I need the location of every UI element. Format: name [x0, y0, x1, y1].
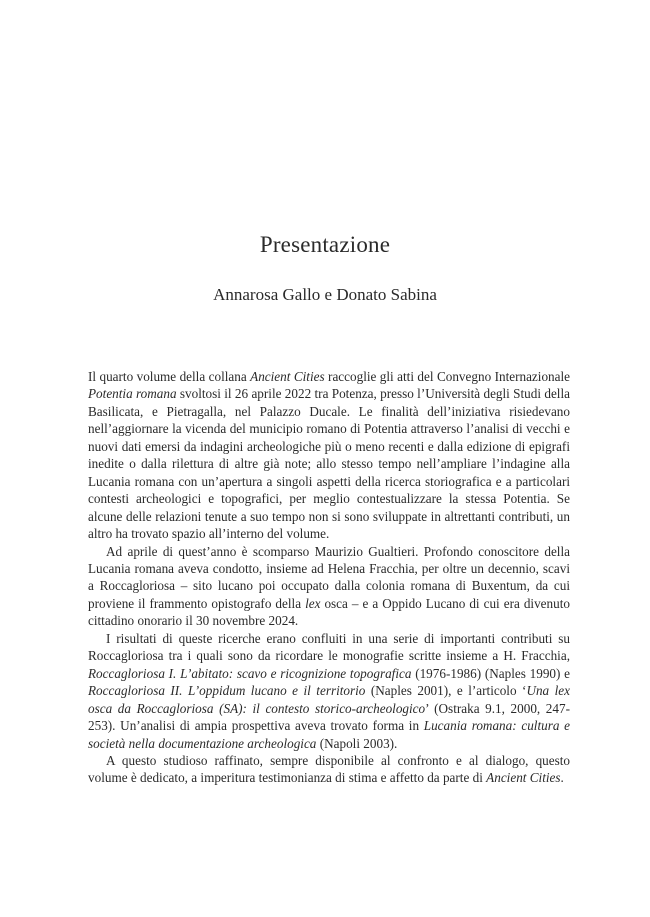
- paragraph: [88, 630, 570, 752]
- page-title: Presentazione: [259, 232, 391, 257]
- body-text: [88, 368, 570, 787]
- authors-line: Annarosa Gallo e Donato Sabina: [213, 285, 437, 304]
- italic-text-run: Ancient Cities: [250, 369, 325, 384]
- text-run: I risultati di queste ricerche erano confluiti in una serie di importanti contributi su Roccagloriosa tra i quali sono da ricordare le monografie scritte insieme a H. Fracchia,: [88, 630, 570, 664]
- text-run: (Naples 2001), e l’articolo ‘: [365, 683, 527, 699]
- text-run: .: [560, 770, 564, 786]
- italic-text-run: Roccagloriosa I. L’abitato: scavo e ricognizione topografica: [88, 665, 412, 681]
- paragraph: [88, 752, 570, 787]
- text-run: (Napoli 2003).: [316, 735, 398, 751]
- text-run: (1976-1986) (Naples 1990) e: [411, 665, 571, 681]
- italic-text-run: Potentia romana: [88, 386, 177, 402]
- text-run: Ad aprile di quest’anno è scomparso Maurizio Gualtieri. Profondo conoscitore della Lucania romana aveva condotto, insieme ad Helena Fracchia, per oltre un decennio, scavi a Roccagloriosa – sito lucano poi occupato dalla colonia romana di Buxentum, da cui proviene il frammento opistografo della: [88, 543, 570, 611]
- italic-text-run: lex: [305, 595, 321, 611]
- italic-text-run: Una lex osca da Roccagloriosa (SA): il contesto storico-archeologico: [88, 683, 570, 716]
- text-run: Il quarto volume della collana: [88, 369, 251, 384]
- text-run: raccoglie gli atti del Convegno Internazionale: [324, 369, 570, 384]
- paragraph: [88, 543, 570, 630]
- italic-text-run: Lucania romana: cultura e società nella documentazione archeologica: [88, 718, 570, 751]
- text-run: osca – e a Oppido Lucano di cui era divenuto cittadino onorario il 30 novembre 2024.: [88, 595, 570, 629]
- paragraph: [88, 368, 570, 543]
- text-run: A questo studioso raffinato, sempre disponibile al confronto e al dialogo, questo volume è dedicato, a imperitura testimonianza di stima e affetto da parte di: [88, 752, 570, 786]
- italic-text-run: Roccagloriosa II. L’oppidum lucano e il territorio: [88, 683, 366, 699]
- text-run: svoltosi il 26 aprile 2022 tra Potenza, presso l’Università degli Studi della Basilicata, e Pietragalla, nel Palazzo Ducale. Le finalità dell’iniziativa risiedevano nell’aggiornare la vicenda del municipio romano di Potentia attraverso l’analisi di vecchi e nuovi dati emersi da indagini archeologiche più o meno recenti e dalla edizione di epigrafi inedite o dalla rilettura di altre già note; allo stesso tempo nell’ampliare l’indagine alla Lucania romana con un’apertura a singoli aspetti della ricerca storiografica e a particolari contesti archeologici e topografici, per meglio contestualizzare la stessa Potentia. Se alcune delle relazioni tenute a suo tempo non si sono sviluppate in altrettanti contributi, un altro ha trovato spazio all’interno del volume.: [88, 386, 570, 542]
- text-run: ’ (Ostraka 9.1, 2000, 247-253). Un’analisi di ampia prospettiva aveva trovato forma in: [88, 700, 570, 734]
- italic-text-run: Ancient Cities: [486, 770, 561, 786]
